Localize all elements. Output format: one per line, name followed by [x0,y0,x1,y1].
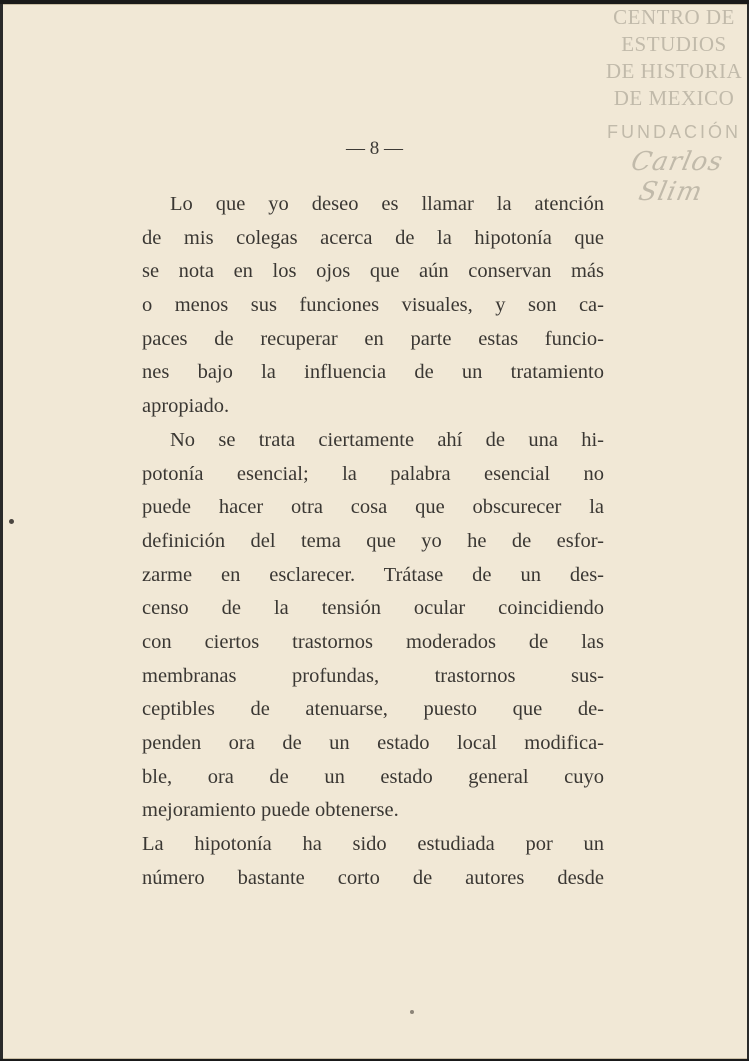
body-text [142,188,604,895]
text-line: membranas profundas, trastornos sus- [142,664,604,687]
text-line: de mis colegas acerca de la hipotonía que [142,226,604,249]
text-line: La hipotonía ha sido estudiada por un [142,833,604,856]
text-line: ble, ora de un estado general cuyo [142,765,604,788]
ink-spot [410,1010,414,1014]
text-line: potonía esencial; la palabra esencial no [142,462,604,485]
page-number: — 8 — [346,138,403,159]
text-line: censo de la tensión ocular coincidiendo [142,597,604,620]
archive-watermark [599,4,749,207]
scan-left-border [0,4,3,1059]
text-line: paces de recuperar en parte estas funcio- [142,327,604,350]
text-line: penden ora de un estado local modifica- [142,732,604,754]
watermark-line: DE MEXICO [613,86,735,110]
text-line: o menos sus funciones visuales, y son ca- [142,294,604,317]
document-page [0,4,749,1059]
paragraph-2 [142,424,604,828]
text-line: mejoramiento puede obtenerse. [142,799,399,822]
text-line: con ciertos trastornos moderados de las [142,630,604,653]
text-line: puede hacer otra cosa que obscurecer la [142,496,604,519]
text-line: apropiado. [142,395,230,418]
watermark-line: CENTRO DE [613,5,735,29]
watermark-signature-logo: Carlos Slim [628,147,726,207]
ink-spot [9,519,14,524]
text-line: número bastante corto de autores desde [142,866,604,889]
text-line: zarme en esclarecer. Trátase de un des- [142,563,604,586]
paragraph-3 [142,828,604,895]
watermark-line: ESTUDIOS [621,32,727,56]
watermark-foundation: FUNDACIÓN [607,122,741,142]
text-line: No se trata ciertamente ahí de una hi- [170,428,604,451]
text-line: ceptibles de atenuarse, puesto que de- [142,698,604,721]
text-line: Lo que yo deseo es llamar la atención [170,193,604,215]
text-line: nes bajo la influencia de un tratamiento [142,361,604,384]
text-line: se nota en los ojos que aún conservan más [142,260,604,283]
text-line: definición del tema que yo he de esfor- [142,529,604,552]
paragraph-1 [142,188,604,424]
watermark-line: DE HISTORIA [605,59,743,83]
